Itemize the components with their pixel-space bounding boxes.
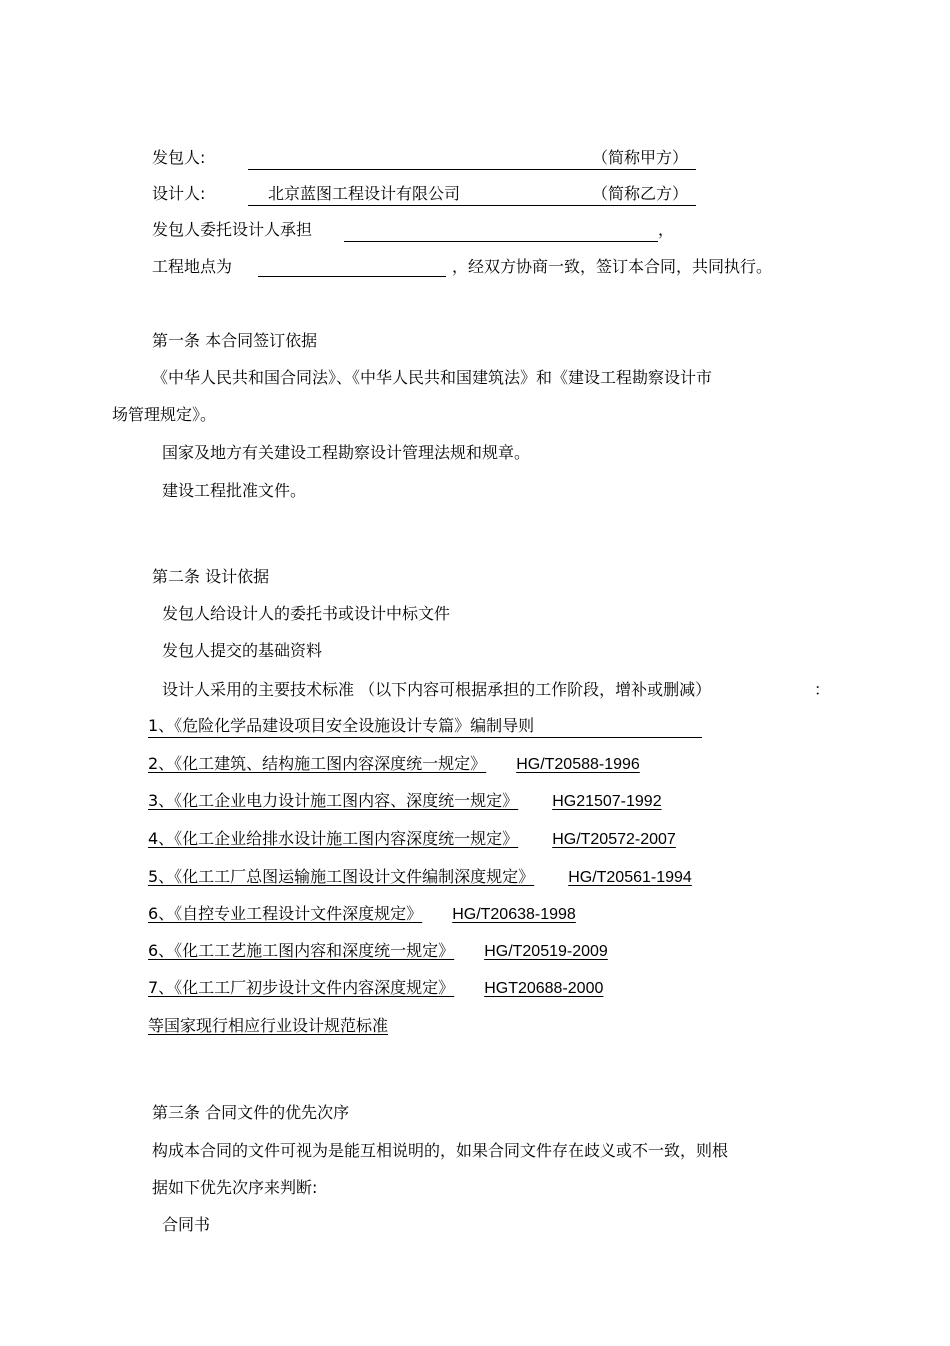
article2-paragraph1: 发包人给设计人的委托书或设计中标文件 (162, 604, 451, 623)
article2-paragraph3-colon: ： (814, 680, 831, 699)
employer-blank-line (248, 169, 696, 170)
standard-closing: 等国家现行相应行业设计规范标准 (148, 1016, 389, 1035)
employer-suffix: （简称甲方） (592, 148, 689, 167)
standard-item: 6、《自控专业工程设计文件深度规定》 HG/T20638-1998 (148, 904, 576, 923)
standard-item: 3、《化工企业电力设计施工图内容、深度统一规定》 HG21507-1992 (148, 791, 662, 810)
article1-paragraph2: 国家及地方有关建设工程勘察设计管理法规和规章。 (162, 443, 531, 462)
entrust-blank-line (344, 241, 658, 242)
employer-label: 发包人: (152, 148, 206, 167)
article3-paragraph1-line1: 构成本合同的文件可视为是能互相说明的，如果合同文件存在歧义或不一致，则根 (152, 1141, 729, 1160)
designer-blank-line (248, 205, 696, 206)
designer-label: 设计人: (152, 184, 206, 203)
article3-paragraph1-line2: 据如下优先次序来判断: (152, 1178, 318, 1197)
article3-paragraph2: 合同书 (162, 1215, 211, 1234)
article2-paragraph3: 设计人采用的主要技术标准 （以下内容可根据承担的工作阶段，增补或删减） (162, 680, 712, 699)
entrust-label: 发包人委托设计人承担 (152, 220, 313, 239)
entrust-comma: ， (658, 220, 675, 239)
article2-title: 第二条 设计依据 (152, 567, 270, 586)
article1-paragraph1-line2: 场管理规定》。 (112, 405, 217, 424)
article1-paragraph1-line1: 《中华人民共和国合同法》、《中华人民共和国建筑法》和《建设工程勘察设计市 (152, 368, 713, 387)
article3-title: 第三条 合同文件的优先次序 (152, 1103, 350, 1122)
designer-value: 北京蓝图工程设计有限公司 (268, 184, 461, 203)
standard-item: 7、《化工工厂初步设计文件内容深度规定》 HGT20688-2000 (148, 978, 604, 997)
standard-item: 5、《化工工厂总图运输施工图设计文件编制深度规定》 HG/T20561-1994 (148, 867, 692, 886)
location-tail: ，经双方协商一致，签订本合同，共同执行。 (452, 257, 773, 276)
standard-item: 4、《化工企业给排水设计施工图内容深度统一规定》 HG/T20572-2007 (148, 829, 676, 848)
standard-underline (148, 737, 702, 738)
designer-suffix: （简称乙方） (592, 184, 689, 203)
standard-item: 2、《化工建筑、结构施工图内容深度统一规定》 HG/T20588-1996 (148, 754, 640, 773)
standard-item: 1、《危险化学品建设项目安全设施设计专篇》编制导则 (148, 716, 535, 735)
article2-paragraph2: 发包人提交的基础资料 (162, 641, 323, 660)
standard-item: 6、《化工工艺施工图内容和深度统一规定》 HG/T20519-2009 (148, 941, 608, 960)
location-blank-line (258, 276, 446, 277)
location-label: 工程地点为 (152, 257, 233, 276)
article1-paragraph3: 建设工程批准文件。 (162, 481, 307, 500)
article1-title: 第一条 本合同签订依据 (152, 331, 318, 350)
